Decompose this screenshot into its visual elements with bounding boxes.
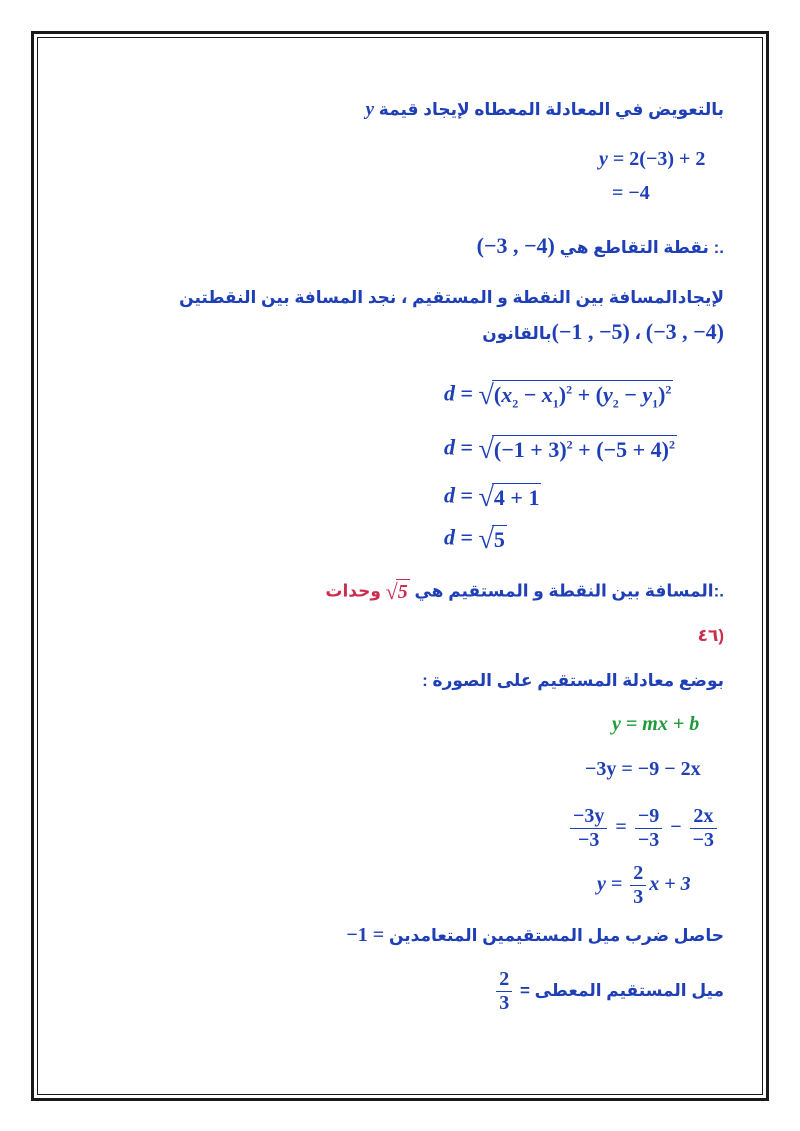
distance-conclusion bbox=[325, 578, 724, 606]
conclusion-value: √5 bbox=[385, 579, 408, 604]
distance-formula: $d = √(x_2 - x_1)^2 + (y_2 - y_1)^2$ bbox=[444, 380, 672, 411]
conclusion-unit: وحدات bbox=[325, 581, 381, 601]
distance-step-3: d = √4 + 1 bbox=[444, 482, 540, 513]
conclusion-text: .:المسافة بين النقطة و المستقيم هي bbox=[414, 581, 724, 601]
slope-form-intro: بوضع معادلة المستقيم على الصورة : bbox=[422, 671, 724, 690]
product-value: = 1− bbox=[346, 924, 385, 946]
slope-intercept-form: y = mx + b bbox=[612, 713, 700, 735]
perpendicular-product: حاصل ضرب ميل المستقيمين المتعامدين = 1− bbox=[346, 924, 724, 946]
distance-intro: لإيجادالمسافة بين النقطة و المستقيم ، نجد المسافة بين النقطتين bbox=[179, 288, 724, 307]
equation-slope-result: y = $\frac{2}{3}$ x + 3 bbox=[597, 862, 691, 908]
distance-step-2: $d = √(-1 + 3)^2 + (-5 + 4)^2$ bbox=[444, 434, 675, 465]
equation-rearranged: −3y = −9 − 2x bbox=[585, 758, 701, 780]
intersection-line bbox=[477, 232, 724, 260]
point-a: (−3 , −4) bbox=[645, 319, 724, 344]
substitution-intro-text: بالتعويض في المعادلة المعطاه لإيجاد قيمة bbox=[378, 100, 724, 119]
equation-y-result: = −4 bbox=[612, 182, 650, 204]
given-slope: ميل المستقيم المعطى = $\frac{2}{3}$ bbox=[493, 968, 724, 1015]
intersection-point: (−3 , −4) bbox=[476, 233, 555, 258]
equation-divided: $\frac{-3y}{-3}$ = $\frac{-9}{-3}$ − $\frac{2x}{-3}$ bbox=[567, 805, 720, 852]
point-b: (−1 , −5) bbox=[551, 319, 630, 344]
substitution-intro-var: y bbox=[365, 99, 375, 120]
given-slope-value: $\frac{2}{3}$ bbox=[496, 968, 512, 1015]
by-law-text: بالقانون bbox=[482, 324, 552, 343]
distance-points: (−3 , −4) ، (−1 , −5)بالقانون bbox=[482, 319, 724, 344]
distance-step-4: d = √5 bbox=[444, 524, 505, 555]
problem-number: (٤٦ bbox=[697, 626, 724, 645]
substitution-intro bbox=[366, 98, 724, 122]
intersection-text: .: نقطة التقاطع هي bbox=[559, 238, 724, 257]
equation-y-substitution: y = 2(−3) + 2 bbox=[599, 148, 706, 170]
